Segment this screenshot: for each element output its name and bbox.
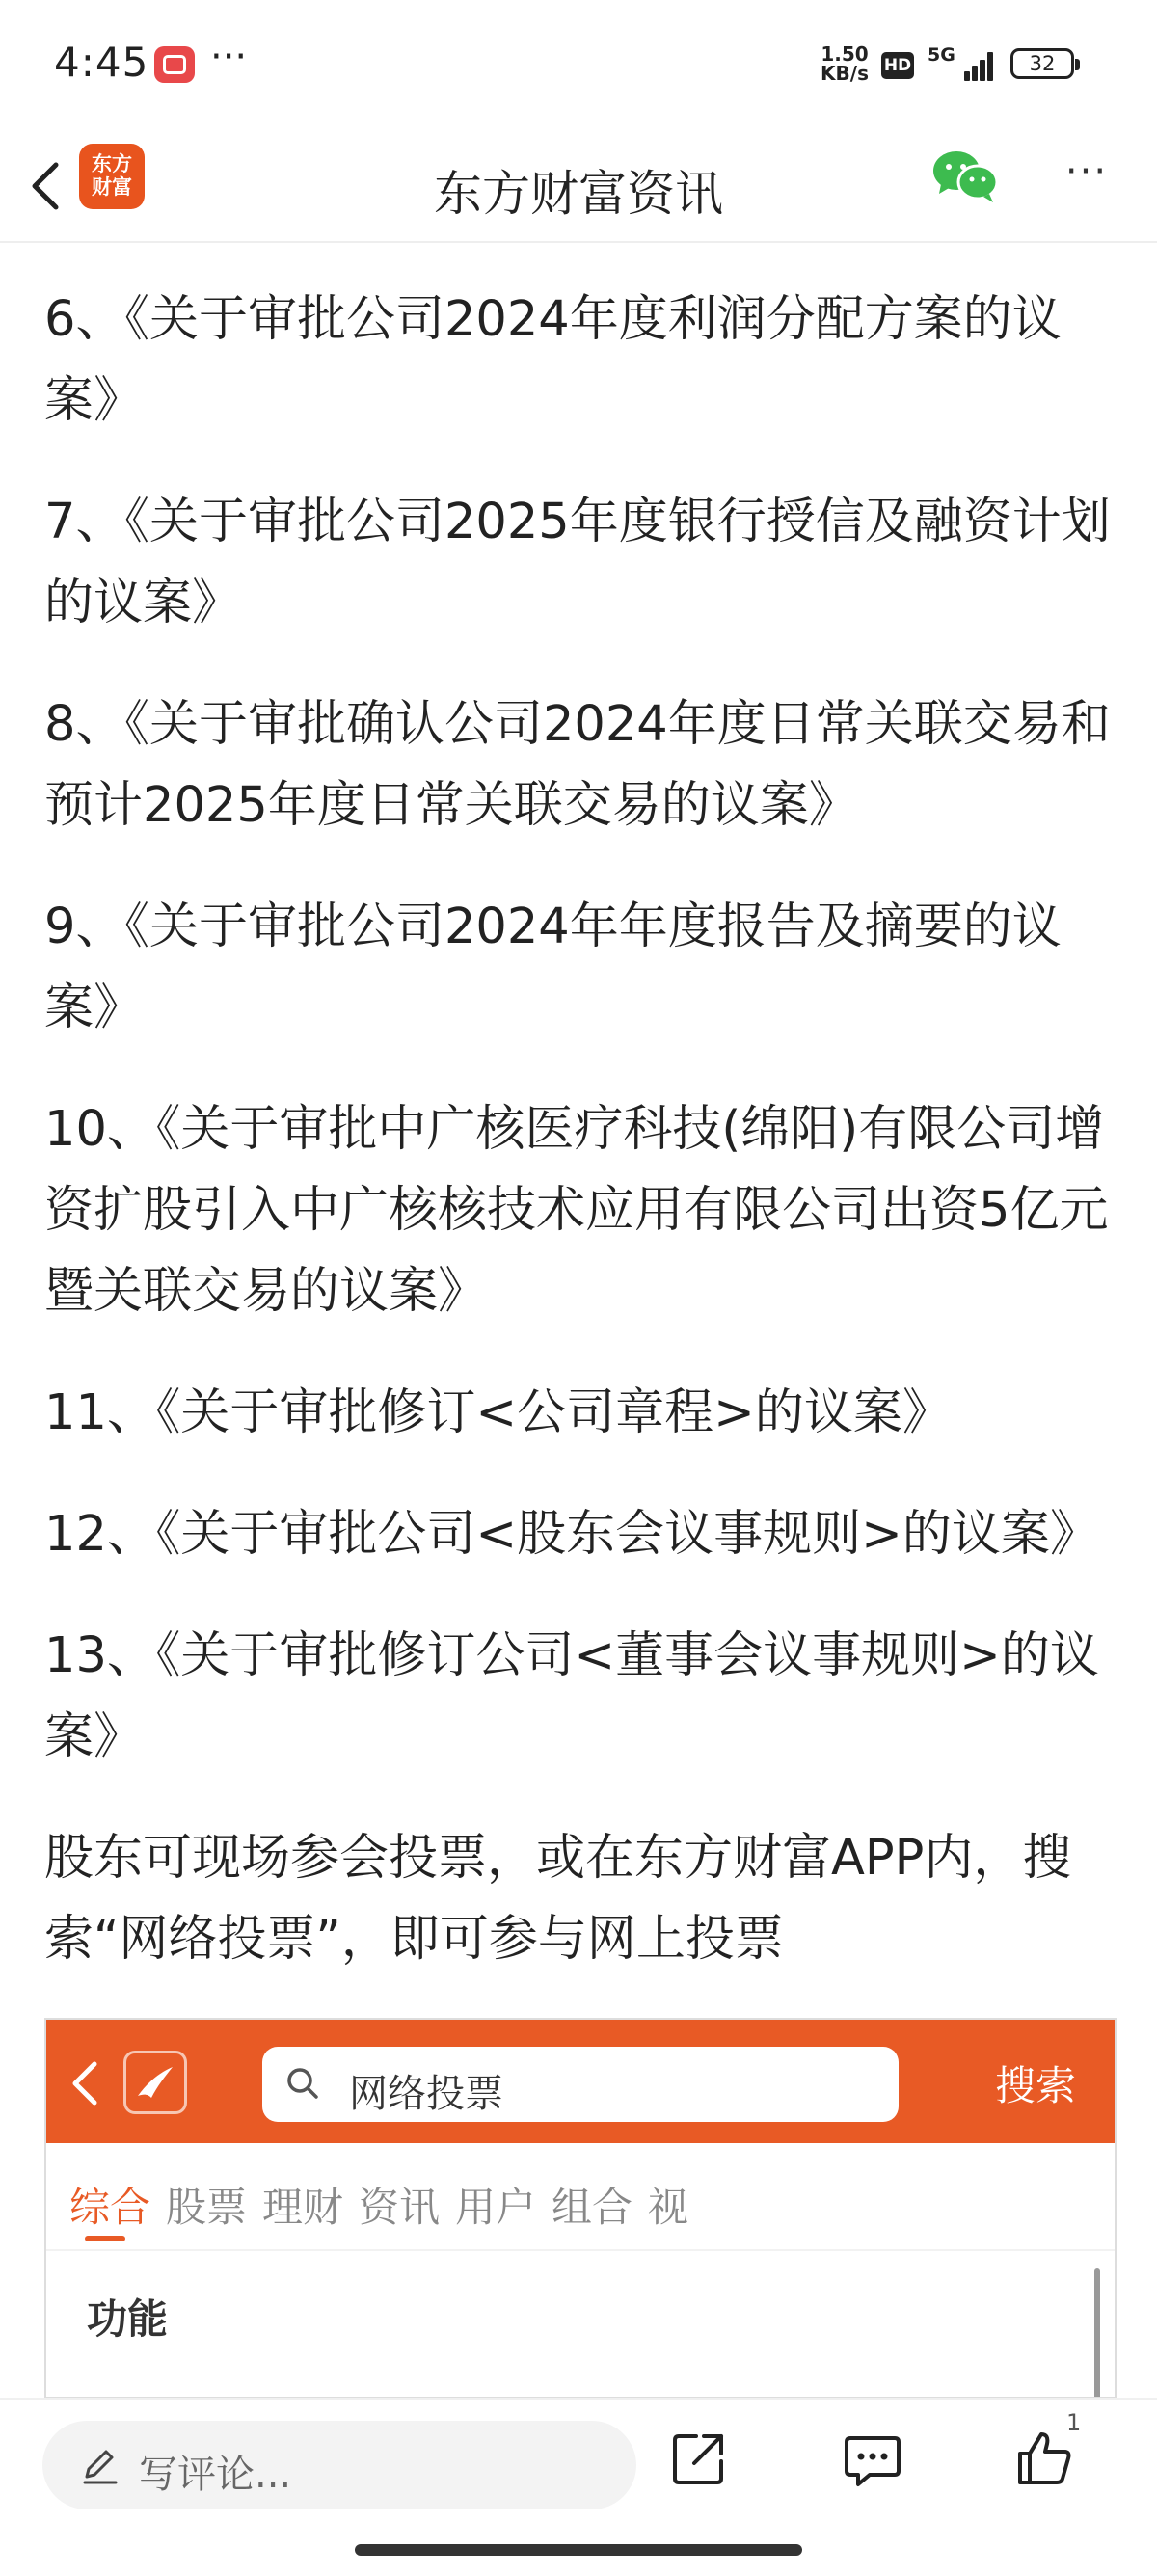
comments-button[interactable] — [841, 2427, 904, 2490]
network-type: 5G — [928, 44, 955, 66]
signal-icon — [951, 46, 995, 81]
article-paragraph: 9、《关于审批公司2024年年度报告及摘要的议案》 — [44, 899, 1062, 1036]
chevron-left-icon — [67, 2058, 102, 2108]
wechat-icon — [931, 148, 999, 205]
page-title: 东方财富资讯 — [434, 166, 723, 222]
embedded-tab: 用户 — [455, 2184, 537, 2231]
network-speed-unit: KB/s — [821, 62, 869, 85]
bottom-action-bar — [0, 2398, 1157, 2576]
battery-icon — [1010, 48, 1074, 79]
share-icon — [667, 2427, 731, 2490]
embedded-tab: 资讯 — [359, 2184, 441, 2231]
embedded-search-input — [262, 2047, 899, 2122]
article-paragraph: 13、《关于审批修订公司<董事会议事规则>的议案》 — [44, 1627, 1099, 1765]
hd-badge: HD — [881, 52, 914, 79]
home-indicator[interactable] — [355, 2544, 802, 2556]
logo-text-line1: 东方 — [92, 152, 132, 175]
eastmoney-logo — [79, 144, 145, 209]
eastmoney-logo-icon — [123, 2051, 187, 2114]
article-paragraph: 7、《关于审批公司2025年度银行授信及融资计划的议案》 — [44, 494, 1111, 631]
embedded-tab-bar — [46, 2143, 1115, 2251]
article-paragraph: 12、《关于审批公司<股东会议事规则>的议案》 — [44, 1506, 1099, 1563]
embedded-search-header — [46, 2020, 1115, 2143]
battery-level: 32 — [1029, 52, 1056, 75]
embedded-tab: 理财 — [262, 2184, 344, 2231]
embedded-scrollbar — [1094, 2268, 1100, 2399]
status-more-notifications: ··· — [210, 35, 248, 79]
article-paragraph: 8、《关于审批确认公司2024年度日常关联交易和预计2025年度日常关联交易的议案》 — [44, 696, 1111, 834]
back-button[interactable] — [21, 151, 83, 219]
search-query-text: 网络投票 — [349, 2072, 503, 2116]
top-nav-bar — [0, 130, 1157, 243]
article-paragraph: 10、《关于审批中广核医疗科技(绵阳)有限公司增资扩股引入中广核核技术应用有限公司出资5亿元暨关联交易的议案》 — [44, 1101, 1109, 1320]
embedded-search-screenshot[interactable] — [44, 2018, 1117, 2399]
comment-icon — [841, 2427, 904, 2490]
article-body — [44, 280, 1118, 2021]
pencil-icon — [79, 2444, 121, 2486]
wechat-share-button[interactable] — [931, 148, 999, 205]
article-paragraph: 6、《关于审批公司2024年度利润分配方案的议案》 — [44, 291, 1062, 429]
share-button[interactable] — [667, 2427, 731, 2490]
logo-text-line2: 财富 — [92, 175, 132, 199]
search-icon — [283, 2064, 322, 2103]
network-speed-value: 1.50 — [821, 42, 869, 66]
article-paragraph: 11、《关于审批修订<公司章程>的议案》 — [44, 1384, 952, 1441]
status-bar — [0, 0, 1157, 130]
embedded-tab: 综合 — [69, 2184, 151, 2231]
more-options-button[interactable]: ··· — [1064, 149, 1109, 194]
embedded-tab: 股票 — [166, 2184, 248, 2231]
chevron-left-icon — [21, 151, 83, 219]
search-button: 搜索 — [995, 2062, 1077, 2109]
comment-placeholder: 写评论... — [139, 2453, 292, 2497]
active-tab-indicator — [85, 2236, 125, 2241]
swoosh-icon — [126, 2053, 184, 2111]
embedded-tab: 视 — [648, 2184, 689, 2231]
article-paragraph: 股东可现场参会投票，或在东方财富APP内，搜索“网络投票”，即可参与网上投票 — [44, 1830, 1072, 1968]
status-time: 4:45 — [54, 39, 149, 86]
comment-input[interactable] — [42, 2421, 636, 2509]
notification-app-icon — [154, 46, 195, 83]
embedded-tab: 组合 — [552, 2184, 633, 2231]
network-speed — [818, 44, 872, 83]
embedded-section-title: 功能 — [87, 2295, 169, 2343]
like-count: 1 — [1066, 2409, 1082, 2436]
